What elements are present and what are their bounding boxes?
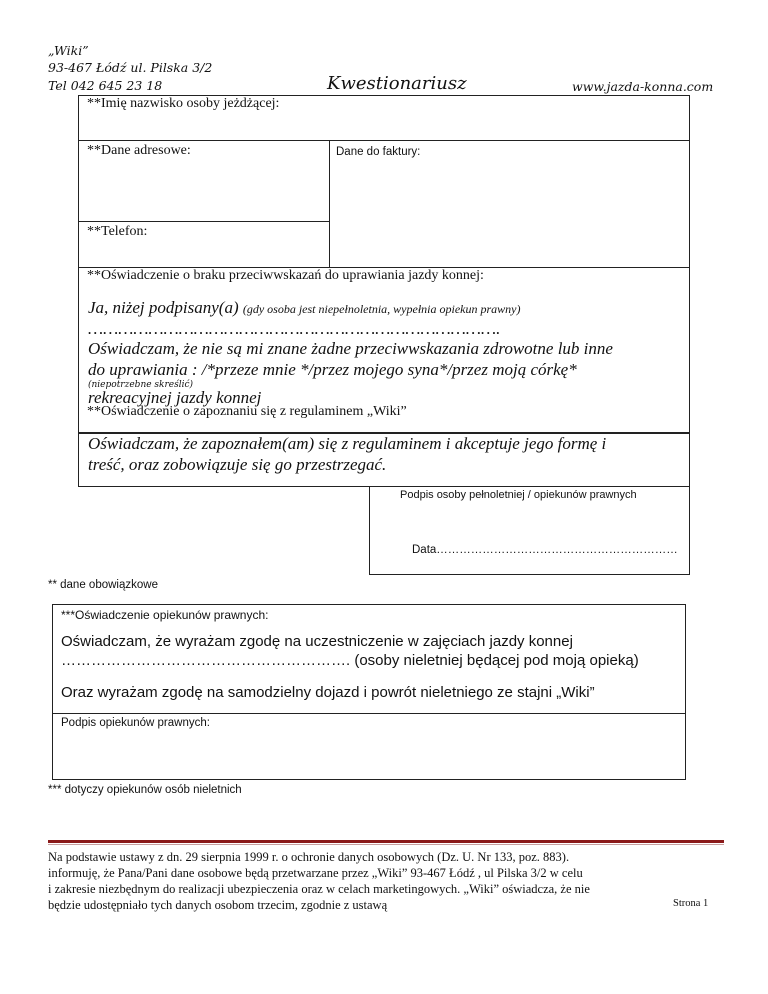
rules-label: **Oświadczenie o zapoznaniu się z regulaminem „Wiki” [87,404,407,419]
guardians-note: *** dotyczy opiekunów osób nieletnich [48,784,242,796]
guardians-statement [52,604,686,780]
rules-statement [78,404,690,487]
health-line1-note: (gdy osoba jest niepełnoletnia, wypełnia opiekun prawny) [242,302,521,316]
guardians-line1: Oświadczam, że wyrażam zgodę na uczestniczenie w zajęciach jazdy konnej [61,633,573,650]
health-line3[interactable]: do uprawiania : /*przeze mnie */przez mojego syna*/przez moją córkę* [88,360,577,379]
signature-label: Podpis osoby pełnoletniej / opiekunów prawnych [400,489,637,501]
phone-field[interactable] [78,221,330,268]
health-line2: Oświadczam, że nie są mi znane żadne przeciwwskazania zdrowotne lub inne [88,339,613,358]
footer-divider [48,840,724,843]
footer-line3: i zakresie niezbędnym do realizacji ubezpieczenia oraz w celach marketingowych. „Wiki” oświadcza, że nie [48,882,590,896]
address-field[interactable] [78,140,330,222]
company-phone: Tel 042 645 23 18 [48,78,163,93]
invoice-label: Dane do faktury: [336,146,421,158]
guardians-sign-label: Podpis opiekunów prawnych: [61,717,210,729]
guardians-label: ***Oświadczenie opiekunów prawnych: [61,608,269,622]
date-field[interactable]: Data……………………………………………………… [412,544,678,556]
health-line1: Ja, niżej podpisany(a) (gdy osoba jest niepełnoletnia, wypełnia opiekun prawny) [88,298,521,317]
health-label: **Oświadczenie o braku przeciwwskazań do uprawiania jazdy konnej: [87,268,484,283]
health-note: (niepotrzebne skreślić) [88,380,194,390]
guardians-line3: Oraz wyrażam zgodę na samodzielny dojazd i powrót nieletniego ze stajni „Wiki” [61,684,595,701]
footer-line1: Na podstawie ustawy z dn. 29 sierpnia 1999 r. o ochronie danych osobowych (Dz. U. Nr 133, poz. 883). [48,850,570,864]
page-number: Strona 1 [673,898,709,909]
page-title: Kwestionariusz [327,73,467,94]
health-line4: rekreacyjnej jazdy konnej [88,388,262,407]
rules-line1: Oświadczam, że zapoznałem(am) się z regulaminem i akceptuje jego formę i [88,434,607,453]
name-field[interactable] [78,95,690,141]
guardians-line2[interactable]: …………………………………………………. (osoby nieletniej będącej pod moją opieką) [61,652,639,669]
phone-label: **Telefon: [87,224,148,239]
footer-line4: będzie udostępniało tych danych osobom trzecim, zgodnie z ustawą [48,898,388,912]
required-note: ** dane obowiązkowe [48,579,158,591]
rules-line2: treść, oraz zobowiązuje się go przestrzegać. [88,455,387,474]
signature-field[interactable] [369,486,690,575]
invoice-field[interactable] [329,140,690,268]
address-label: **Dane adresowe: [87,143,191,158]
company-address: 93-467 Łódź ul. Pilska 3/2 [48,60,213,75]
health-dots[interactable]: ………………………………………………………………………. [88,319,501,338]
company-name: „Wiki” [48,43,89,58]
website-link[interactable]: www.jazda-konna.com [572,79,714,94]
footer-line2: informuję, że Pana/Pani dane osobowe będą przetwarzane przez „Wiki” 93-467 Łódź , ul Pilska 3/2 w celu [48,866,583,880]
name-label: **Imię nazwisko osoby jeżdżącej: [87,96,280,111]
